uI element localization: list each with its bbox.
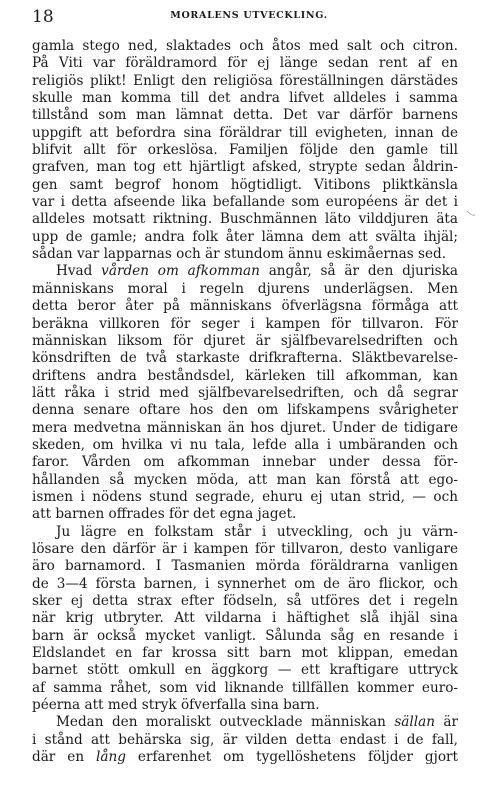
text-segment: af samma råhet, som vid liknande tillfällen kommer euro- — [32, 679, 458, 696]
text-line — [32, 732, 458, 749]
text-segment: mera medvetna människan än hos djuret. Under de tidigare — [32, 419, 458, 436]
text-segment: när krig utbryter. Att vildarna i häftighet slå ihjäl sina — [32, 610, 458, 627]
italic-phrase: sällan — [394, 714, 435, 731]
text-line — [32, 420, 458, 437]
text-line — [32, 55, 458, 72]
text-segment: blifvit allt för orkeslösa. Familjen följde den gamle till — [32, 142, 458, 159]
text-segment: lösare den därför är i kampen för tillvaron, desto vanligare — [32, 540, 458, 557]
text-line — [32, 368, 458, 385]
text-line — [32, 506, 458, 523]
text-segment: detta beror åter på människans öfverlägsna förmåga att — [32, 298, 458, 315]
text-line — [32, 263, 458, 280]
text-line — [32, 697, 458, 714]
text-line — [32, 159, 458, 176]
text-line — [32, 524, 458, 541]
text-segment: angår, så är den djuriska — [259, 263, 458, 280]
text-segment: religiös plikt! Enligt den religiösa föreställningen därstädes — [32, 72, 458, 89]
text-segment: barn är också mycket vanligt. Sålunda såg en resande i — [32, 627, 458, 644]
text-line — [32, 194, 458, 211]
text-line — [32, 211, 458, 228]
text-segment: människan liksom för djuret är själfbevarelsedriften och — [32, 332, 458, 349]
text-line — [32, 454, 458, 471]
text-segment: sådan var lapparnas och är stundom ännu eskimåernas sed. — [32, 246, 447, 263]
text-segment: upp de gamle; andra folk åter lämna dem att svälta ihjäl; — [32, 228, 458, 245]
body-text — [32, 38, 458, 766]
text-line — [32, 714, 458, 731]
italic-phrase: lång — [96, 749, 126, 766]
text-segment: faror. Vården om afkomman innebar under dessa för- — [32, 454, 458, 471]
text-line — [32, 680, 458, 697]
text-line — [32, 229, 458, 246]
text-line — [32, 38, 458, 55]
text-segment: gen samt begrof honom högtidligt. Vitibons pliktkänsla — [32, 176, 458, 193]
text-line — [32, 107, 458, 124]
text-segment: beräkna villkoren för seger i kampen för tillvaron. För — [32, 315, 458, 332]
page-header — [32, 6, 466, 28]
text-segment: Ju lägre en folkstam står i utveckling, och ju värn- — [56, 523, 458, 540]
text-line — [32, 177, 458, 194]
text-line — [32, 298, 458, 315]
text-line — [32, 281, 458, 298]
text-line — [32, 125, 458, 142]
text-line — [32, 316, 458, 333]
text-line — [32, 558, 458, 575]
text-segment: Hvad — [56, 263, 102, 280]
text-segment: driftens andra beståndsdel, kärleken till afkomman, kan — [32, 367, 458, 384]
text-segment: tillstånd som man lämnat detta. Det var därför barnens — [32, 107, 458, 124]
page-number: 18 — [32, 7, 54, 27]
text-line — [32, 749, 458, 766]
text-segment: ismen i nödens stund segrade, ehuru ej utan strid, — och — [32, 488, 458, 505]
text-line — [32, 142, 458, 159]
margin-pencil-mark — [466, 209, 476, 217]
text-segment: grafven, man tog ett hjärtligt afsked, strypte sedan åldrin- — [32, 159, 458, 176]
text-line — [32, 73, 458, 90]
text-segment: På Viti var föräldramord för ej länge sedan rent af en — [32, 55, 458, 72]
text-line — [32, 385, 458, 402]
text-segment: péerna att med stryk öfverfalla sina barn. — [32, 697, 320, 714]
text-segment: lätt råka i strid med själfbevarelsedriften, och då segrar — [32, 384, 458, 401]
text-segment: Medan den moraliskt outvecklade människan — [56, 714, 395, 731]
text-segment: skulle man komma till det andra lifvet alldeles i samma — [32, 90, 458, 107]
text-segment: äro barnamord. I Tasmanien mörda föräldrarna vanligen — [32, 558, 458, 575]
text-segment: de 3—4 första barnen, i synnerhet om de äro flickor, och — [32, 575, 458, 592]
text-segment: där en — [32, 749, 97, 766]
text-line — [32, 541, 458, 558]
text-segment: skeden, om hvilka vi nu tala, lefde alla i umbäranden och — [32, 436, 458, 453]
text-line — [32, 246, 458, 263]
text-segment: Eldslandet en far krossa sitt barn mot klippan, emedan — [32, 645, 458, 662]
text-segment: sker ej detta strax efter födseln, så utföres det i regeln — [32, 593, 458, 609]
text-segment: att barnen offrades för det egna jaget. — [32, 506, 297, 523]
italic-phrase: vården om afkomman — [101, 263, 260, 280]
text-line — [32, 610, 458, 627]
text-segment: är — [434, 714, 458, 731]
running-head: MORALENS UTVECKLING. — [170, 10, 328, 21]
text-line — [32, 628, 458, 645]
text-line — [32, 576, 458, 593]
text-line — [32, 333, 458, 350]
text-segment: erfarenhet om tygellöshetens följder gjort — [125, 749, 458, 766]
text-line — [32, 662, 458, 679]
text-segment: könsdriften de två starkaste drifkrafterna. Släktbevarelse- — [32, 350, 458, 367]
text-line — [32, 645, 458, 662]
text-segment: gamla stego ned, slaktades och åtos med salt och citron. — [32, 38, 458, 54]
text-line — [32, 90, 458, 107]
text-segment: i stånd att behärska sig, är vilden detta endast i de fall, — [32, 731, 458, 748]
text-segment: uppgift att befordra sina föräldrar till evigheten, innan de — [32, 124, 458, 141]
text-line — [32, 350, 458, 367]
text-segment: hållanden så mycken möda, att man kan förstå att ego- — [32, 471, 458, 488]
text-segment: människans moral i regeln djurens underlägsen. Men — [32, 280, 458, 297]
text-segment: var i detta afseende lika befallande som européens är det i — [32, 194, 458, 211]
text-line — [32, 437, 458, 454]
text-line — [32, 472, 458, 489]
text-line — [32, 402, 458, 419]
text-segment: denna senare oftare hos den om lifskampens svårigheter — [32, 402, 458, 419]
text-segment: alldeles motsatt riktning. Buschmännen läto vilddjuren äta — [32, 211, 458, 228]
text-line — [32, 489, 458, 506]
text-segment: barnet stött omkull en äggkorg — ett kraftigare uttryck — [32, 662, 458, 679]
text-line — [32, 593, 458, 610]
